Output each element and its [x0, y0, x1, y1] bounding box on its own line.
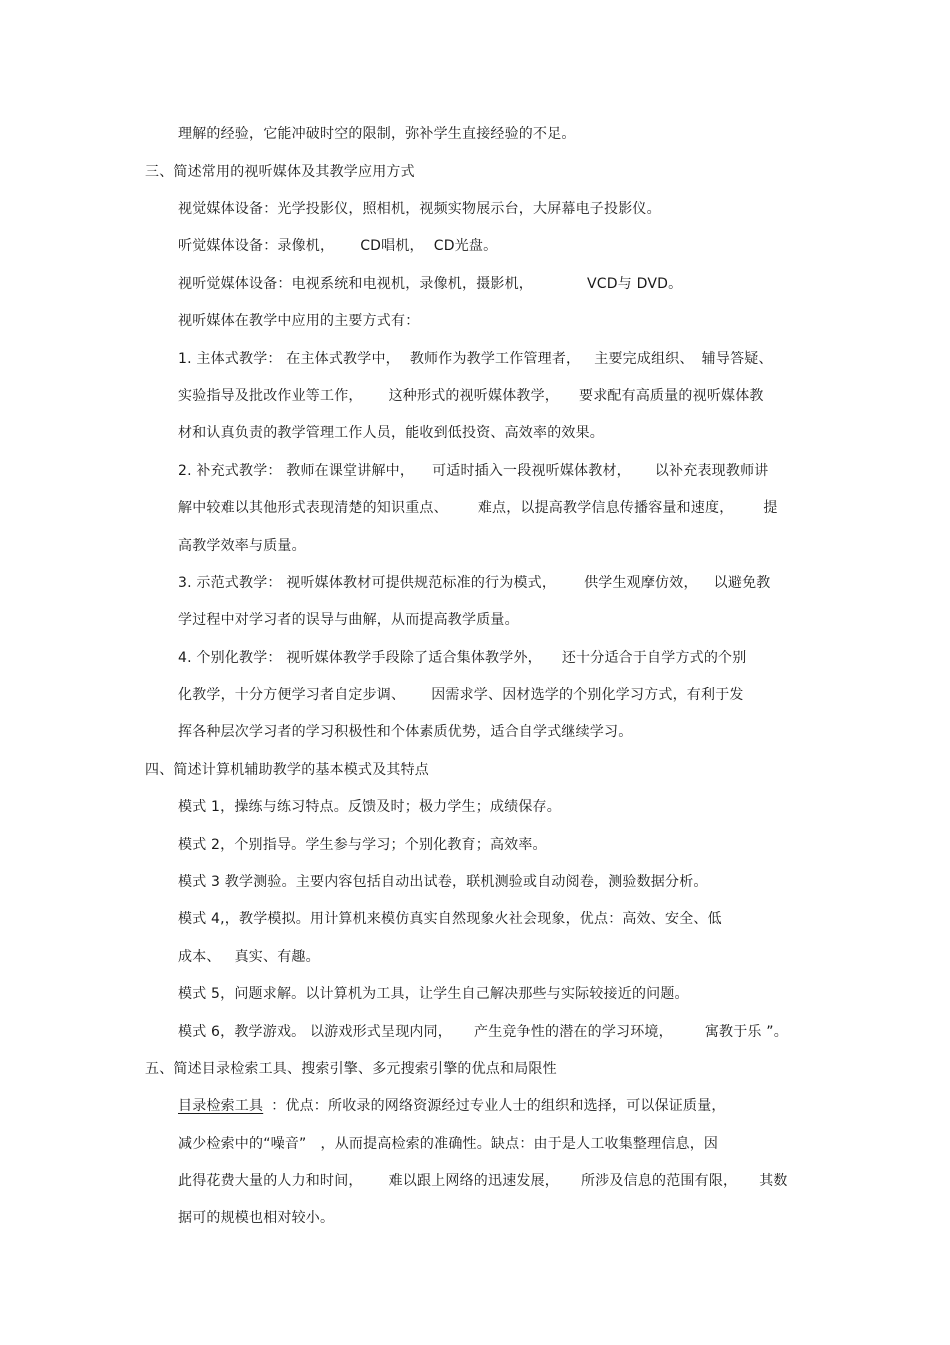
text-line: 学过程中对学习者的误导与曲解，从而提高教学质量。	[178, 612, 519, 628]
text-line: 高教学效率与质量。	[178, 538, 306, 554]
text-line: 模式 5，问题求解。以计算机为工具，让学生自己解决那些与实际较接近的问题。	[178, 986, 689, 1002]
text-line: 目录检索工具 ：优点：所收录的网络资源经过专业人士的组织和选择，可以保证质量，	[178, 1098, 726, 1114]
text-line: 成本、 真实、有趣。	[178, 949, 320, 965]
text-line: 听觉媒体设备：录像机， CD唱机， CD光盘。	[178, 238, 498, 254]
text-line: 模式 2，个别指导。学生参与学习；个别化教育；高效率。	[178, 837, 547, 853]
text-line: 视觉媒体设备：光学投影仪，照相机，视频实物展示台，大屏幕电子投影仪。	[178, 201, 661, 217]
text-line: 模式 1，操练与练习特点。反馈及时；极力学生；成绩保存。	[178, 799, 561, 815]
text-line: 4. 个别化教学： 视听媒体教学手段除了适合集体教学外， 还十分适合于自学方式的个别	[178, 650, 747, 666]
text-line: 模式 3 教学测验。主要内容包括自动出试卷，联机测验或自动阅卷，测验数据分析。	[178, 874, 708, 890]
text-line: 模式 4,，教学模拟。用计算机来模仿真实自然现象火社会现象，优点：高效、安全、低	[178, 911, 722, 927]
text-line: 模式 6，教学游戏。 以游戏形式呈现内同， 产生竞争性的潜在的学习环境， 寓教于乐 ”。	[178, 1024, 788, 1040]
text-line: 化教学，十分方便学习者自定步调、 因需求学、因材选学的个别化学习方式，有利于发	[178, 687, 744, 703]
text-line: 视听觉媒体设备：电视系统和电视机，录像机，摄影机， VCD与 DVD。	[178, 276, 683, 292]
text-line: 实验指导及批改作业等工作， 这种形式的视听媒体教学， 要求配有高质量的视听媒体教	[178, 388, 764, 404]
text-line: 3. 示范式教学： 视听媒体教材可提供规范标准的行为模式， 供学生观摩仿效， 以避免教	[178, 575, 771, 591]
text-line: 挥各种层次学习者的学习积极性和个体素质优势，适合自学式继续学习。	[178, 724, 633, 740]
text-line: 视听媒体在教学中应用的主要方式有：	[178, 313, 420, 329]
text-line: 材和认真负责的教学管理工作人员，能收到低投资、高效率的效果。	[178, 425, 604, 441]
text-line: 2. 补充式教学： 教师在课堂讲解中， 可适时插入一段视听媒体教材， 以补充表现教师讲	[178, 463, 769, 479]
underlined-term: 目录检索工具	[178, 1098, 264, 1114]
text-line: 据可的规模也相对较小。	[178, 1210, 335, 1226]
text-line: 1. 主体式教学： 在主体式教学中， 教师作为教学工作管理者， 主要完成组织、 辅导答疑、	[178, 351, 773, 367]
text-line: 减少检索中的“噪音” ，从而提高检索的准确性。缺点：由于是人工收集整理信息，因	[178, 1136, 719, 1152]
section-heading: 三、简述常用的视听媒体及其教学应用方式	[145, 164, 415, 180]
text-line: 此得花费大量的人力和时间， 难以跟上网络的迅速发展， 所涉及信息的范围有限， 其数	[178, 1173, 788, 1189]
section-heading: 五、简述目录检索工具、搜索引擎、多元搜索引擎的优点和局限性	[145, 1061, 557, 1077]
text-line: 解中较难以其他形式表现清楚的知识重点、 难点，以提高教学信息传播容量和速度， 提	[178, 500, 778, 516]
text-line: 理解的经验，它能冲破时空的限制，弥补学生直接经验的不足。	[178, 126, 576, 142]
section-heading: 四、简述计算机辅助教学的基本模式及其特点	[145, 762, 429, 778]
